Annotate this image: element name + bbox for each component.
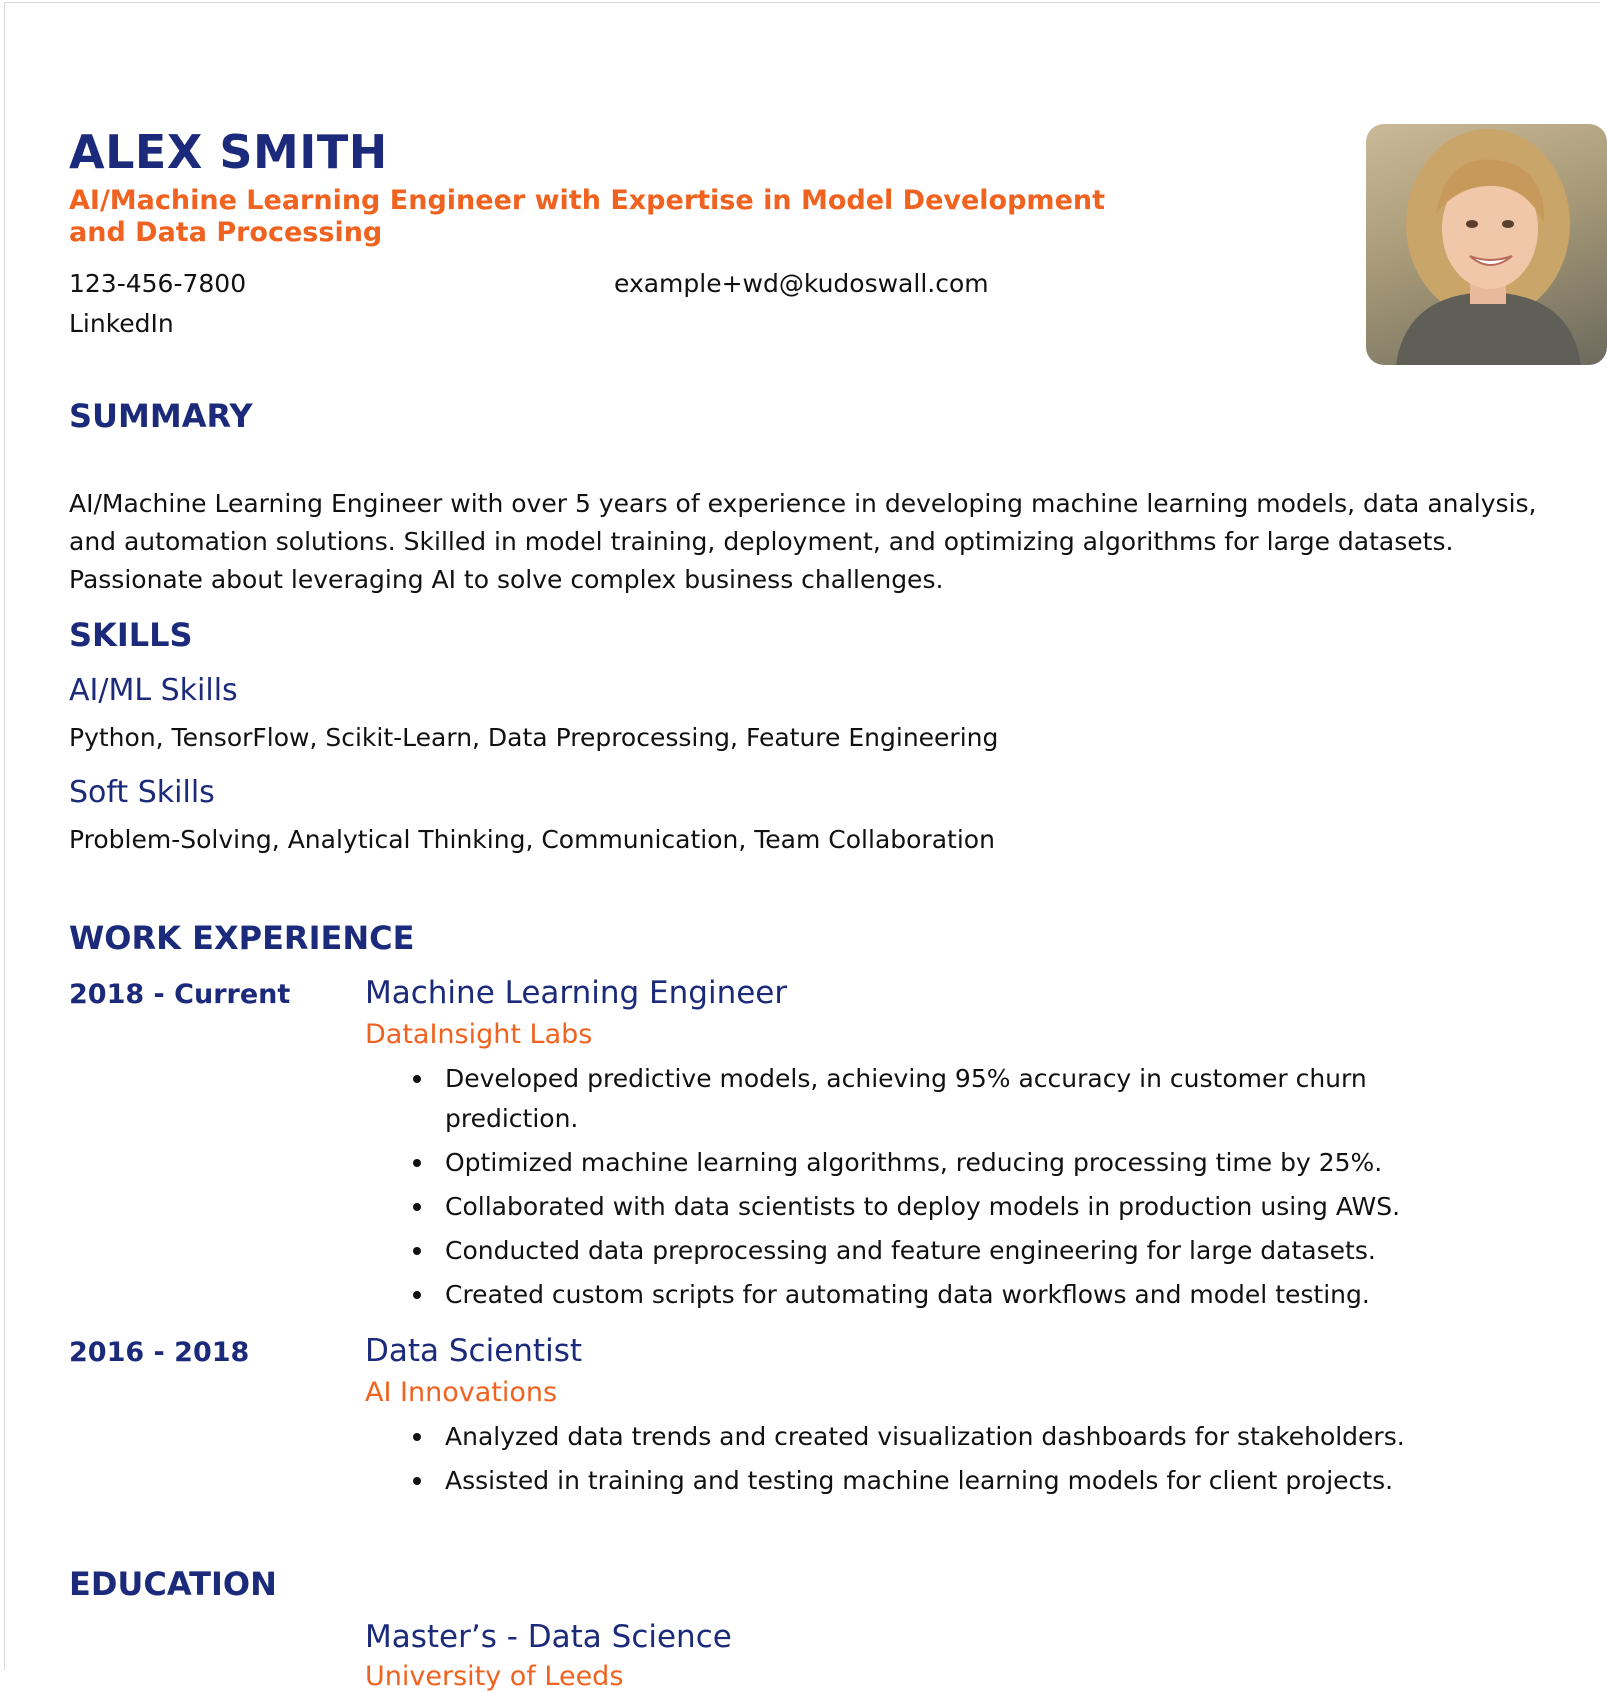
job-dates: 2016 - 2018 [69,1337,250,1368]
skills-heading: SKILLS [69,616,193,654]
education-heading: EDUCATION [69,1565,277,1603]
job-company: AI Innovations [365,1377,558,1408]
job-bullets [445,1059,1485,1319]
linkedin-link[interactable]: LinkedIn [69,309,174,338]
job-bullet: Collaborated with data scientists to deploy models in production using AWS. [445,1187,1485,1227]
job-bullet: Assisted in training and testing machine learning models for client projects. [445,1461,1485,1501]
job-bullet: Created custom scripts for automating data workflows and model testing. [445,1275,1485,1315]
resume-page [4,2,1600,1692]
job-bullet: Analyzed data trends and created visualization dashboards for stakeholders. [445,1417,1485,1457]
work-experience-heading: WORK EXPERIENCE [69,919,415,957]
phone-number: 123-456-7800 [69,269,247,298]
job-title: Machine Learning Engineer [365,975,788,1011]
candidate-tagline: AI/Machine Learning Engineer with Expertise in Model Development and Data Processing [69,185,1106,248]
job-title: Data Scientist [365,1333,582,1369]
job-bullet: Developed predictive models, achieving 95% accuracy in customer churn prediction. [445,1059,1485,1139]
job-bullet: Optimized machine learning algorithms, reducing processing time by 25%. [445,1143,1485,1183]
candidate-name: ALEX SMITH [69,125,388,179]
job-dates: 2018 - Current [69,979,291,1010]
skill-group-soft: Soft Skills [69,775,215,810]
summary-heading: SUMMARY [69,397,253,435]
profile-photo [1366,124,1607,365]
summary-text: AI/Machine Learning Engineer with over 5 years of experience in developing machine learning models, data analysis, and automation solutions. Skilled in model training, deployment, and optimizing algorithms for large datasets. Passionate about leveraging AI to solve complex business challenges. [69,489,1537,594]
job-company: DataInsight Labs [365,1019,593,1050]
job-bullets [445,1417,1485,1505]
education-degree: Master’s - Data Science [365,1619,732,1655]
skill-list-aiml: Python, TensorFlow, Scikit-Learn, Data Preprocessing, Feature Engineering [69,723,999,752]
email-address[interactable]: example+wd@kudoswall.com [614,269,989,298]
skill-list-soft: Problem-Solving, Analytical Thinking, Communication, Team Collaboration [69,825,995,854]
job-bullet: Conducted data preprocessing and feature engineering for large datasets. [445,1231,1485,1271]
education-school: University of Leeds [365,1661,624,1692]
profile-photo-illustration [1366,124,1607,365]
skill-group-aiml: AI/ML Skills [69,673,238,708]
